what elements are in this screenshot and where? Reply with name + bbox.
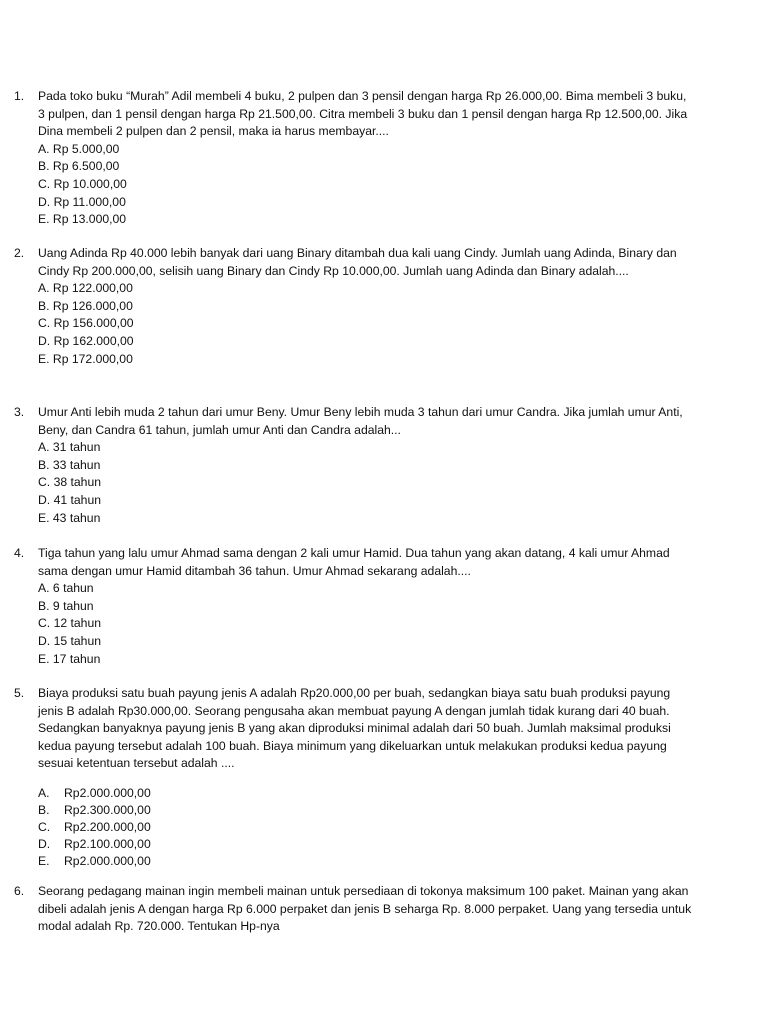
answer-options xyxy=(38,439,694,527)
question-number: 6. xyxy=(14,884,25,898)
option-b: B. Rp 126.000,00 xyxy=(38,298,133,313)
question-text: Umur Anti lebih muda 2 tahun dari umur Beny. Umur Beny lebih muda 3 tahun dari umur Candra. Jika jumlah umur Anti, Beny, dan Candra 61 tahun, jumlah umur Anti dan Candra adalah... xyxy=(38,405,683,437)
option-value: Rp2.200.000,00 xyxy=(64,819,151,834)
question-3 xyxy=(14,404,694,527)
question-number: 3. xyxy=(14,405,25,419)
question-text: Pada toko buku “Murah” Adil membeli 4 buku, 2 pulpen dan 3 pensil dengan harga Rp 26.000,00. Bima membeli 3 buku, 3 pulpen, dan 1 pensil dengan harga Rp 21.500,00. Citra membeli 3 buku dan 1 pensil dengan harga Rp 12.500,00. Jika Dina membeli 2 pulpen dan 2 pensil, maka ia harus membayar.... xyxy=(38,89,688,139)
option-c: C. Rp 156.000,00 xyxy=(38,316,134,331)
question-text: Seorang pedagang mainan ingin membeli mainan untuk persediaan di tokonya maksimum 100 paket. Mainan yang akan dibeli adalah jenis A dengan harga Rp 6.000 perpaket dan jenis B seharga Rp. 8.000 perpaket. Uang yang tersedia untuk modal adalah Rp. 720.000. Tentukan Hp-nya xyxy=(38,884,692,934)
question-number: 5. xyxy=(14,686,25,700)
option-d: D. 41 tahun xyxy=(38,492,102,507)
option-b xyxy=(38,802,694,819)
question-5 xyxy=(14,685,694,870)
answer-options xyxy=(38,280,694,368)
question-text: Biaya produksi satu buah payung jenis A adalah Rp20.000,00 per buah, sedangkan biaya satu buah produksi payung jenis B adalah Rp30.000,00. Seorang pengusaha akan membuat payung A dengan jumlah tidak kurang dari 40 buah. Sedangkan banyaknya payung jenis B yang akan diproduksi minimal adalah dari 50 buah. Jumlah maksimal produksi kedua payung tersebut adalah 100 buah. Biaya minimum yang dikeluarkan untuk melakukan produksi kedua payung sesuai ketentuan tersebut adalah .... xyxy=(38,686,671,771)
option-value: Rp2.000.000,00 xyxy=(64,785,151,800)
option-d xyxy=(38,836,694,853)
answer-options xyxy=(38,141,694,229)
option-value: Rp2.000.000,00 xyxy=(64,853,151,868)
question-text: Tiga tahun yang lalu umur Ahmad sama dengan 2 kali umur Hamid. Dua tahun yang akan datang, 4 kali umur Ahmad sama dengan umur Hamid ditambah 36 tahun. Umur Ahmad sekarang adalah.... xyxy=(38,546,670,578)
option-letter: E. xyxy=(38,853,50,868)
option-value: Rp2.300.000,00 xyxy=(64,802,151,817)
answer-options xyxy=(38,785,694,870)
option-letter: B. xyxy=(38,802,50,817)
option-d: D. 15 tahun xyxy=(38,633,102,648)
option-c: C. Rp 10.000,00 xyxy=(38,176,127,191)
option-b: B. Rp 6.500,00 xyxy=(38,159,120,174)
option-letter: D. xyxy=(38,836,51,851)
option-c xyxy=(38,819,694,836)
option-e xyxy=(38,853,694,870)
option-c: C. 12 tahun xyxy=(38,616,102,631)
option-d: D. Rp 162.000,00 xyxy=(38,333,134,348)
question-number: 4. xyxy=(14,546,25,560)
option-e: E. Rp 172.000,00 xyxy=(38,351,133,366)
option-letter: A. xyxy=(38,785,50,800)
option-b: B. 9 tahun xyxy=(38,598,94,613)
answer-options xyxy=(38,580,694,668)
question-2 xyxy=(14,245,694,368)
question-number: 1. xyxy=(14,89,25,103)
option-e: E. 17 tahun xyxy=(38,651,101,666)
option-b: B. 33 tahun xyxy=(38,457,101,472)
question-text: Uang Adinda Rp 40.000 lebih banyak dari uang Binary ditambah dua kali uang Cindy. Jumlah uang Adinda, Binary dan Cindy Rp 200.000,00, selisih uang Binary dan Cindy Rp 10.000,00. Jumlah uang Adinda dan Binary adalah.... xyxy=(38,246,677,278)
option-a: A. Rp 122.000,00 xyxy=(38,281,133,296)
option-e: E. 43 tahun xyxy=(38,510,101,525)
question-6 xyxy=(14,883,694,936)
option-value: Rp2.100.000,00 xyxy=(64,836,151,851)
question-4 xyxy=(14,545,694,668)
question-1 xyxy=(14,88,694,229)
question-number: 2. xyxy=(14,246,25,260)
option-a: A. 31 tahun xyxy=(38,440,101,455)
option-d: D. Rp 11.000,00 xyxy=(38,194,126,209)
option-a: A. 6 tahun xyxy=(38,581,94,596)
option-letter: C. xyxy=(38,819,51,834)
option-e: E. Rp 13.000,00 xyxy=(38,212,127,227)
option-a xyxy=(38,785,694,802)
option-c: C. 38 tahun xyxy=(38,475,102,490)
option-a: A. Rp 5.000,00 xyxy=(38,141,120,156)
